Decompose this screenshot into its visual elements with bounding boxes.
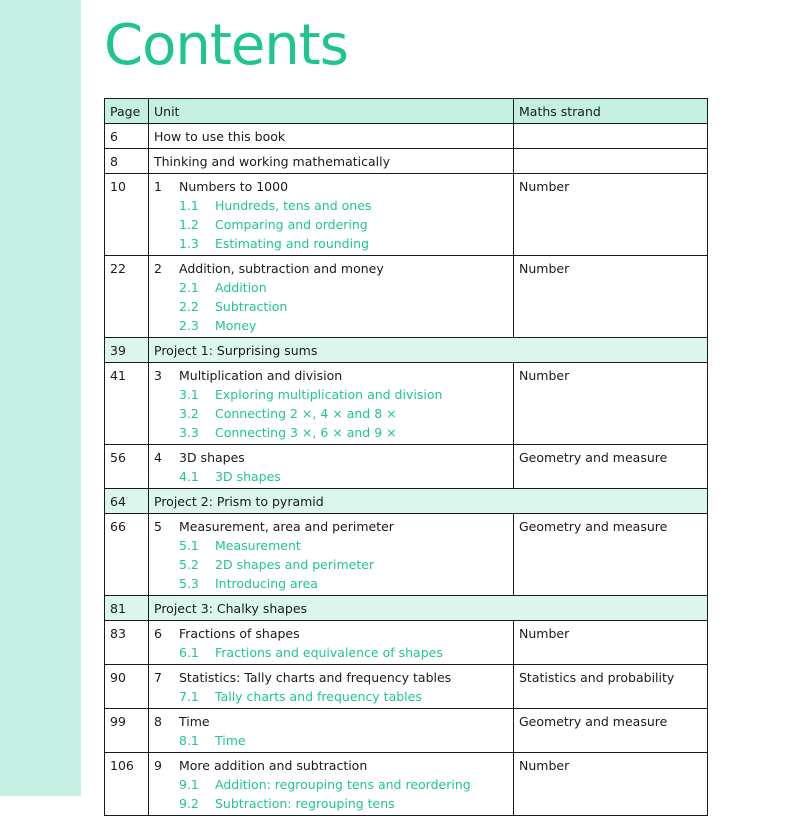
unit-title: Multiplication and division	[179, 368, 343, 383]
unit-cell	[149, 174, 514, 256]
unit-title: Numbers to 1000	[179, 179, 289, 194]
table-row	[105, 256, 708, 338]
header-strand: Maths strand	[514, 99, 708, 124]
subunit-title: 2D shapes and perimeter	[215, 557, 375, 572]
subunit-number: 6.1	[179, 645, 199, 660]
unit-heading	[154, 448, 508, 467]
unit-cell	[149, 514, 514, 596]
table-row	[105, 753, 708, 816]
subunit-number: 3.3	[179, 425, 199, 440]
subunit-title: Addition	[215, 280, 267, 295]
subunit-item	[154, 215, 508, 234]
subunit-item	[154, 687, 508, 706]
maths-strand: Number	[514, 753, 708, 816]
page-number: 99	[105, 709, 149, 753]
unit-cell	[149, 256, 514, 338]
unit-cell	[149, 709, 514, 753]
unit-heading	[154, 259, 508, 278]
unit-number: 8	[154, 714, 162, 729]
page-number: 6	[105, 124, 149, 149]
unit-title: Fractions of shapes	[179, 626, 300, 641]
subunit-title: Exploring multiplication and division	[215, 387, 443, 402]
subunit-number: 5.2	[179, 557, 199, 572]
project-row	[105, 489, 708, 514]
subunit-number: 3.1	[179, 387, 199, 402]
subunit-item	[154, 643, 508, 662]
unit-title: Thinking and working mathematically	[154, 154, 390, 169]
unit-cell	[149, 665, 514, 709]
unit-title: Addition, subtraction and money	[179, 261, 384, 276]
table-header-row	[105, 99, 708, 124]
subunit-number: 4.1	[179, 469, 199, 484]
unit-title: Time	[179, 714, 210, 729]
contents-table	[104, 98, 708, 816]
maths-strand: Geometry and measure	[514, 709, 708, 753]
table-body	[105, 124, 708, 816]
page-number: 41	[105, 363, 149, 445]
subunit-title: 3D shapes	[215, 469, 281, 484]
subunit-number: 5.1	[179, 538, 199, 553]
subunit-number: 2.1	[179, 280, 199, 295]
subunit-number: 7.1	[179, 689, 199, 704]
project-row	[105, 338, 708, 363]
unit-cell	[149, 445, 514, 489]
maths-strand: Geometry and measure	[514, 514, 708, 596]
subunit-item	[154, 731, 508, 750]
table-row	[105, 621, 708, 665]
subunit-item	[154, 775, 508, 794]
project-title: Project 1: Surprising sums	[149, 338, 708, 363]
table-row	[105, 149, 708, 174]
subunit-number: 1.1	[179, 198, 199, 213]
unit-heading	[154, 624, 508, 643]
subunit-title: Hundreds, tens and ones	[215, 198, 372, 213]
page-number: 90	[105, 665, 149, 709]
unit-heading	[154, 668, 508, 687]
subunit-item	[154, 555, 508, 574]
page-number: 22	[105, 256, 149, 338]
page-number: 56	[105, 445, 149, 489]
subunit-title: Fractions and equivalence of shapes	[215, 645, 443, 660]
subunit-title: Subtraction	[215, 299, 288, 314]
subunit-item	[154, 794, 508, 813]
subunit-item	[154, 536, 508, 555]
unit-number: 9	[154, 758, 162, 773]
subunit-number: 2.3	[179, 318, 199, 333]
subunit-title: Money	[215, 318, 257, 333]
unit-number: 4	[154, 450, 162, 465]
table-row	[105, 709, 708, 753]
table-row	[105, 665, 708, 709]
maths-strand: Geometry and measure	[514, 445, 708, 489]
subunit-item	[154, 574, 508, 593]
subunit-item	[154, 278, 508, 297]
subunit-item	[154, 234, 508, 253]
subunit-title: Comparing and ordering	[215, 217, 368, 232]
table-row	[105, 124, 708, 149]
unit-number: 1	[154, 179, 162, 194]
table-row	[105, 445, 708, 489]
subunit-item	[154, 297, 508, 316]
page-number: 10	[105, 174, 149, 256]
unit-cell	[149, 753, 514, 816]
subunit-item	[154, 196, 508, 215]
subunit-title: Tally charts and frequency tables	[215, 689, 422, 704]
subunit-title: Connecting 2 ×, 4 × and 8 ×	[215, 406, 397, 421]
page-number: 39	[105, 338, 149, 363]
subunit-title: Introducing area	[215, 576, 318, 591]
unit-heading	[154, 756, 508, 775]
maths-strand: Number	[514, 174, 708, 256]
subunit-item	[154, 385, 508, 404]
unit-number: 7	[154, 670, 162, 685]
unit-number: 5	[154, 519, 162, 534]
table-row	[105, 514, 708, 596]
unit-title: Statistics: Tally charts and frequency tables	[179, 670, 452, 685]
page-number: 106	[105, 753, 149, 816]
page-number: 64	[105, 489, 149, 514]
project-title: Project 2: Prism to pyramid	[149, 489, 708, 514]
subunit-title: Subtraction: regrouping tens	[215, 796, 395, 811]
subunit-title: Estimating and rounding	[215, 236, 369, 251]
subunit-title: Addition: regrouping tens and reordering	[215, 777, 471, 792]
unit-cell	[149, 621, 514, 665]
project-title: Project 3: Chalky shapes	[149, 596, 708, 621]
page-number: 8	[105, 149, 149, 174]
unit-cell	[149, 363, 514, 445]
header-unit: Unit	[149, 99, 514, 124]
subunit-item	[154, 467, 508, 486]
subunit-number: 9.1	[179, 777, 199, 792]
unit-heading	[154, 152, 508, 171]
maths-strand: Number	[514, 363, 708, 445]
unit-heading	[154, 366, 508, 385]
page-number: 81	[105, 596, 149, 621]
table-row	[105, 363, 708, 445]
page-number: 66	[105, 514, 149, 596]
subunit-item	[154, 404, 508, 423]
unit-number: 2	[154, 261, 162, 276]
unit-heading	[154, 177, 508, 196]
subunit-number: 5.3	[179, 576, 199, 591]
maths-strand: Number	[514, 621, 708, 665]
maths-strand	[514, 124, 708, 149]
subunit-number: 1.2	[179, 217, 199, 232]
subunit-number: 2.2	[179, 299, 199, 314]
maths-strand: Statistics and probability	[514, 665, 708, 709]
unit-cell	[149, 149, 514, 174]
unit-title: More addition and subtraction	[179, 758, 368, 773]
header-page: Page	[105, 99, 149, 124]
unit-title: How to use this book	[154, 129, 286, 144]
page-number: 83	[105, 621, 149, 665]
unit-heading	[154, 712, 508, 731]
subunit-number: 8.1	[179, 733, 199, 748]
project-row	[105, 596, 708, 621]
maths-strand: Number	[514, 256, 708, 338]
subunit-item	[154, 316, 508, 335]
subunit-title: Connecting 3 ×, 6 × and 9 ×	[215, 425, 397, 440]
unit-heading	[154, 517, 508, 536]
subunit-title: Time	[215, 733, 246, 748]
unit-number: 6	[154, 626, 162, 641]
unit-number: 3	[154, 368, 162, 383]
unit-title: 3D shapes	[179, 450, 245, 465]
subunit-title: Measurement	[215, 538, 301, 553]
unit-heading	[154, 127, 508, 146]
subunit-number: 3.2	[179, 406, 199, 421]
subunit-number: 9.2	[179, 796, 199, 811]
table-row	[105, 174, 708, 256]
side-color-band	[0, 0, 81, 796]
subunit-number: 1.3	[179, 236, 199, 251]
unit-title: Measurement, area and perimeter	[179, 519, 394, 534]
maths-strand	[514, 149, 708, 174]
subunit-item	[154, 423, 508, 442]
page-title: Contents	[104, 13, 348, 78]
unit-cell	[149, 124, 514, 149]
